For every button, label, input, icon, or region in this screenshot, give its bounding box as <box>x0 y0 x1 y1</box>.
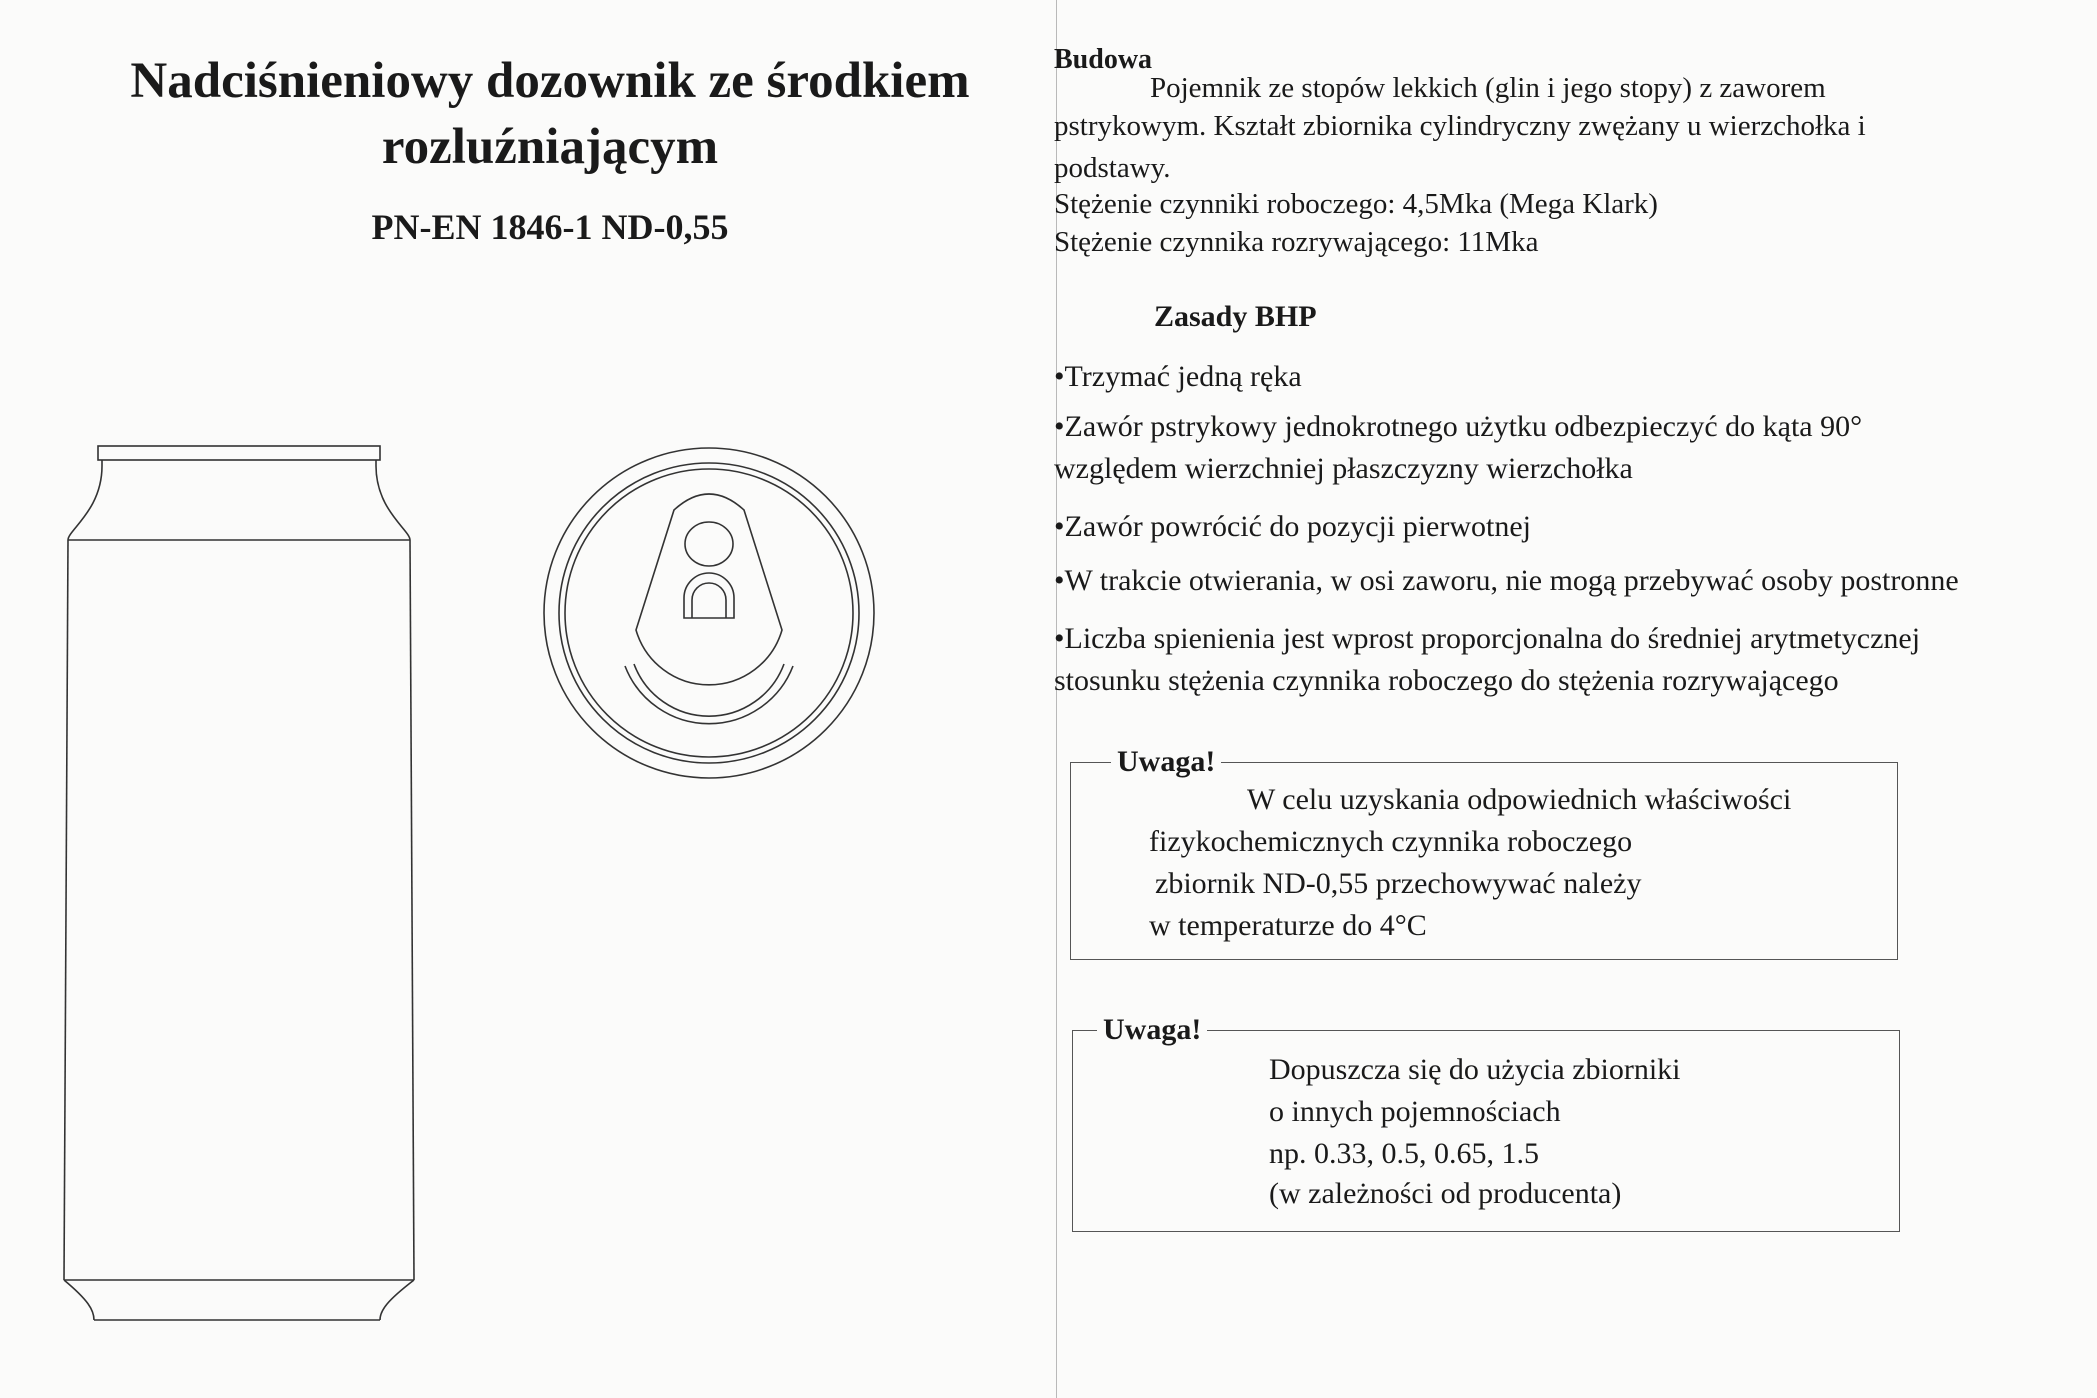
norm-designation: PN-EN 1846-1 ND-0,55 <box>371 207 729 247</box>
can-top-view-drawing <box>534 438 884 788</box>
bursting-agent-concentration: Stężenie czynnika rozrywającego: 11Mka <box>1054 226 1539 258</box>
safety-rule <box>1054 560 2094 602</box>
notice-line: np. 0.33, 0.5, 0.65, 1.5 <box>1269 1137 1539 1170</box>
safety-rule-text: •Zawór powrócić do pozycji pierwotnej <box>1054 510 1532 543</box>
notice-line: fizykochemicznych czynnika roboczego <box>1149 825 1633 858</box>
safety-rule <box>1054 406 2094 490</box>
safety-rule-text: •Trzymać jedną ręka <box>1054 360 1302 393</box>
safety-rule-text: •W trakcie otwierania, w osi zaworu, nie mogą przebywać osoby postronne <box>1054 564 1959 597</box>
notice-label: Uwaga! <box>1097 1013 1207 1047</box>
construction-line: pstrykowym. Kształt zbiornika cylindryczny zwężany u wierzchołka i <box>1054 110 1866 142</box>
notice-line: o innych pojemnościach <box>1269 1095 1561 1128</box>
can-side-view-drawing <box>58 440 418 1330</box>
notice-line: w temperaturze do 4°C <box>1149 909 1427 942</box>
notice-line: zbiornik ND-0,55 przechowywać należy <box>1155 867 1642 900</box>
safety-rule-text: względem wierzchniej płaszczyzny wierzchołka <box>1054 452 1633 485</box>
notice-box-storage <box>1070 745 1898 960</box>
safety-rule-text: •Liczba spienienia jest wprost proporcjonalna do średniej arytmetycznej <box>1054 622 1921 655</box>
working-agent-concentration: Stężenie czynniki roboczego: 4,5Mka (Mega Klark) <box>1054 188 1658 220</box>
title-line-2: rozluźniającym <box>381 119 719 175</box>
title-line-1: Nadciśnieniowy dozownik ze środkiem <box>130 53 970 109</box>
safety-rule <box>1054 618 2094 702</box>
construction-line: podstawy. <box>1054 152 1171 184</box>
notice-label: Uwaga! <box>1111 745 1221 779</box>
notice-line: W celu uzyskania odpowiednich właściwości <box>1247 783 1792 816</box>
construction-line: Pojemnik ze stopów lekkich (glin i jego stopy) z zaworem <box>1150 72 1826 104</box>
safety-heading: Zasady BHP <box>1154 300 1317 333</box>
document-title <box>40 48 1060 180</box>
safety-rule <box>1054 506 2094 548</box>
safety-rule-text: stosunku stężenia czynnika roboczego do stężenia rozrywającego <box>1054 664 1839 697</box>
safety-rule-text: •Zawór pstrykowy jednokrotnego użytku odbezpieczyć do kąta 90° <box>1054 410 1863 443</box>
notice-line: Dopuszcza się do użycia zbiorniki <box>1269 1053 1681 1086</box>
construction-heading: Budowa <box>1054 44 1153 75</box>
notice-line: (w zależności od producenta) <box>1269 1177 1622 1210</box>
notice-box-capacities <box>1072 1013 1900 1232</box>
safety-rule <box>1054 356 2094 398</box>
